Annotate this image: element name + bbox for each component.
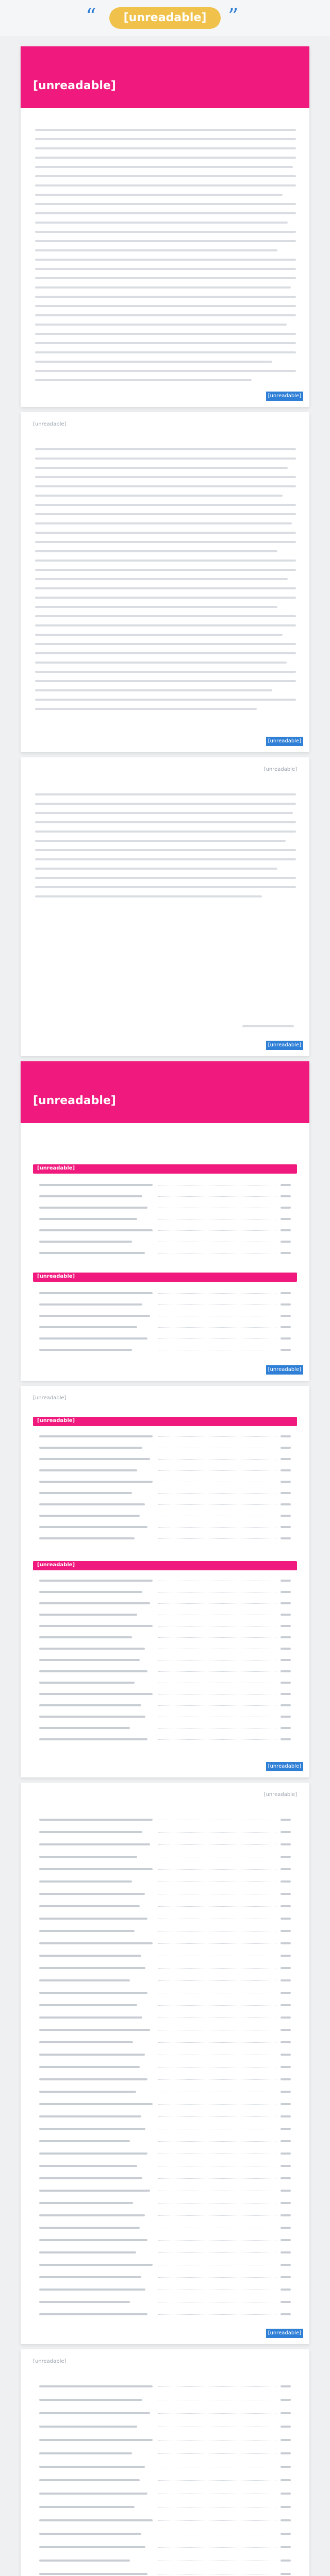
page-badge: [unreadable] (266, 737, 303, 746)
toc-row (39, 1537, 291, 1541)
toc-row (39, 1469, 291, 1473)
page-header-label: [unreadable] (33, 421, 67, 427)
page-header-label: [unreadable] (33, 1395, 67, 1401)
toc-row (39, 1580, 291, 1584)
text-line (35, 361, 272, 363)
toc-row (39, 1207, 291, 1211)
text-line (35, 296, 296, 298)
toc-row (39, 1591, 291, 1595)
toc-row (39, 2533, 291, 2537)
preface-banner (21, 46, 309, 108)
text-line (35, 147, 296, 149)
text-line (35, 624, 296, 626)
page-badge: [unreadable] (266, 1762, 303, 1771)
toc-row (39, 1349, 291, 1353)
toc-row (39, 1843, 291, 1848)
text-line (35, 324, 287, 326)
toc-row (39, 1893, 291, 1897)
page-header-label: [unreadable] (263, 1792, 297, 1798)
text-line (35, 550, 277, 552)
toc-row (39, 2016, 291, 2021)
text-line (35, 157, 296, 159)
text-line (35, 166, 293, 168)
page-badge: [unreadable] (266, 392, 303, 401)
toc-row (39, 2041, 291, 2045)
toc-card (21, 1783, 309, 2344)
toc-row (39, 1481, 291, 1485)
header-title: [unreadable] (109, 7, 221, 29)
text-line (35, 467, 288, 469)
toc-section-bar (33, 1164, 297, 1174)
toc-row (39, 1868, 291, 1872)
text-line (35, 831, 296, 833)
toc-row (39, 1880, 291, 1885)
text-line (35, 680, 296, 682)
toc-row (39, 2091, 291, 2095)
toc-row (39, 1682, 291, 1686)
toc-row (39, 1648, 291, 1652)
toc-row (39, 1337, 291, 1342)
toc-row (39, 1315, 291, 1319)
text-line (35, 812, 293, 814)
toc-row (39, 1716, 291, 1720)
text-line (35, 560, 296, 562)
toc-row (39, 1515, 291, 1519)
text-line (35, 129, 296, 131)
toc-row (39, 2493, 291, 2497)
toc-row (39, 2054, 291, 2058)
text-line (35, 277, 296, 279)
text-line (35, 495, 283, 497)
toc-row (39, 2177, 291, 2181)
toc-row (39, 2264, 291, 2268)
toc-row (39, 1526, 291, 1530)
text-line (35, 858, 296, 860)
text-line (35, 333, 296, 335)
toc-row (39, 2190, 291, 2194)
toc-row (39, 1670, 291, 1674)
toc-card (21, 1386, 309, 1777)
toc-row (39, 1942, 291, 1946)
text-line (35, 587, 296, 589)
text-line (35, 689, 272, 691)
text-line (35, 138, 296, 140)
text-line (35, 259, 296, 261)
toc-row (39, 1704, 291, 1708)
toc-row (39, 1992, 291, 1996)
text-line (35, 448, 296, 450)
text-line (35, 606, 277, 608)
toc-row (39, 2140, 291, 2144)
toc-row (39, 2078, 291, 2082)
text-line (35, 895, 262, 897)
text-line (35, 541, 296, 543)
preface-card (21, 46, 309, 407)
toc-section-bar (33, 1273, 297, 1282)
toc-row (39, 1447, 291, 1451)
toc-row (39, 2214, 291, 2218)
text-line (35, 286, 291, 289)
toc-row (39, 2004, 291, 2008)
text-line (35, 351, 296, 353)
page-header-label: [unreadable] (263, 767, 297, 772)
toc-row (39, 1659, 291, 1663)
text-line (35, 569, 296, 571)
toc-row (39, 1218, 291, 1222)
toc-row (39, 2452, 291, 2456)
toc-section-label: [unreadable] (37, 1418, 75, 1423)
toc-row (39, 2066, 291, 2070)
toc-row (39, 1693, 291, 1697)
text-line (35, 314, 296, 316)
toc-row (39, 1819, 291, 1823)
toc-row (39, 2412, 291, 2416)
toc-section-label: [unreadable] (37, 1165, 75, 1171)
text-line (35, 532, 296, 534)
text-line (35, 868, 277, 870)
toc-row (39, 2103, 291, 2107)
text-line (35, 821, 296, 823)
text-line (35, 615, 296, 617)
page-header-label: [unreadable] (33, 2359, 67, 2364)
toc-row (39, 2251, 291, 2256)
text-line (35, 485, 296, 487)
quote-mark-icon: “ (86, 5, 96, 28)
toc-row (39, 1492, 291, 1496)
text-line (35, 268, 296, 270)
text-line (35, 457, 296, 460)
toc-section-bar (33, 1417, 297, 1426)
toc-row (39, 2227, 291, 2231)
toc-row (39, 2573, 291, 2576)
toc-row (39, 2313, 291, 2317)
toc-row (39, 2301, 291, 2305)
toc-section-label: [unreadable] (37, 1562, 75, 1568)
date-line (242, 1025, 294, 1027)
toc-row (39, 1614, 291, 1618)
toc-title: [unreadable] (33, 1094, 116, 1107)
toc-row (39, 1831, 291, 1835)
text-line (35, 652, 296, 654)
text-line (35, 175, 296, 177)
header-band (0, 0, 330, 36)
page-badge: [unreadable] (266, 1365, 303, 1375)
text-line (35, 184, 296, 187)
toc-row (39, 1636, 291, 1640)
toc-card (21, 1061, 309, 1381)
text-line (35, 379, 252, 381)
toc-row (39, 1930, 291, 1934)
toc-row (39, 1241, 291, 1245)
toc-row (39, 2519, 291, 2523)
toc-row (39, 1229, 291, 1233)
text-line (35, 240, 296, 242)
toc-card (21, 2349, 309, 2576)
toc-row (39, 1856, 291, 1860)
toc-row (39, 2560, 291, 2564)
toc-row (39, 1727, 291, 1731)
toc-row (39, 2276, 291, 2280)
text-line (35, 793, 296, 795)
toc-row (39, 1602, 291, 1606)
toc-row (39, 1303, 291, 1308)
text-line (35, 877, 296, 879)
text-line (35, 249, 277, 251)
toc-row (39, 1184, 291, 1188)
toc-row (39, 2385, 291, 2389)
toc-section-bar (33, 1561, 297, 1570)
page-badge: [unreadable] (266, 1041, 303, 1050)
toc-section-label: [unreadable] (37, 1274, 75, 1279)
toc-row (39, 2239, 291, 2243)
text-line (35, 504, 296, 506)
toc-row (39, 1918, 291, 1922)
toc-row (39, 1967, 291, 1971)
text-line (35, 342, 296, 344)
text-line (35, 222, 288, 224)
text-line (35, 370, 296, 372)
text-line (35, 597, 296, 599)
text-line (35, 203, 296, 205)
toc-row (39, 2202, 291, 2206)
text-line (35, 231, 296, 233)
toc-row (39, 2426, 291, 2430)
text-line (35, 522, 292, 524)
toc-row (39, 1435, 291, 1439)
text-line (35, 840, 286, 842)
toc-row (39, 2128, 291, 2132)
text-line (35, 671, 296, 673)
text-line (35, 849, 296, 851)
text-line (35, 194, 283, 196)
toc-row (39, 2029, 291, 2033)
text-line (35, 886, 296, 888)
toc-row (39, 1625, 291, 1629)
toc-row (39, 2439, 291, 2443)
toc-row (39, 2165, 291, 2169)
text-line (35, 634, 283, 636)
toc-row (39, 2115, 291, 2120)
text-line (35, 578, 288, 580)
text-line (35, 803, 296, 805)
page-badge: [unreadable] (266, 2329, 303, 2338)
toc-row (39, 1195, 291, 1199)
text-line (35, 513, 296, 515)
text-line (35, 476, 296, 478)
toc-row (39, 1326, 291, 1330)
quote-mark-icon: ” (228, 5, 239, 28)
toc-banner (21, 1061, 309, 1123)
text-line (35, 662, 287, 664)
toc-row (39, 1503, 291, 1507)
toc-row (39, 1252, 291, 1256)
toc-row (39, 2506, 291, 2510)
toc-row (39, 2546, 291, 2550)
preface-title: [unreadable] (33, 79, 116, 92)
toc-row (39, 2289, 291, 2293)
text-line (35, 699, 296, 701)
text-line (35, 212, 296, 214)
text-line (35, 708, 257, 710)
text-line (35, 305, 296, 307)
toc-row (39, 2153, 291, 2157)
toc-row (39, 2479, 291, 2483)
toc-row (39, 1738, 291, 1742)
toc-row (39, 1292, 291, 1296)
toc-row (39, 2399, 291, 2403)
toc-row (39, 1905, 291, 1909)
toc-row (39, 1458, 291, 1462)
toc-row (39, 2466, 291, 2470)
text-card (21, 412, 309, 752)
toc-row (39, 1955, 291, 1959)
text-line (35, 643, 296, 645)
toc-row (39, 1979, 291, 1984)
text-card (21, 757, 309, 1056)
